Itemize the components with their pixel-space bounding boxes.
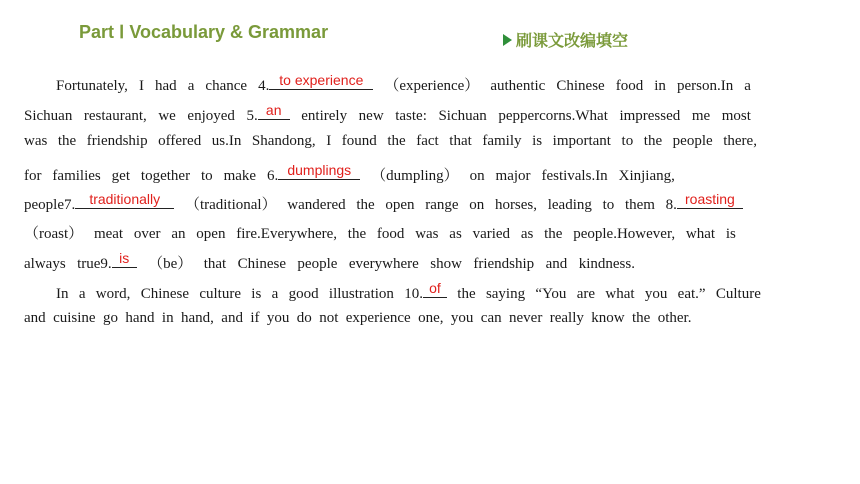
- passage-word: friendship: [86, 133, 148, 149]
- passage-word: cuisine: [53, 310, 96, 326]
- passage-word: what: [605, 286, 635, 302]
- passage-word: as: [449, 226, 462, 242]
- passage-word: that: [449, 133, 472, 149]
- passage-word: if: [250, 310, 260, 326]
- passage-word: the: [356, 197, 375, 213]
- passage-word: on: [469, 168, 485, 184]
- passage-word: a: [187, 78, 195, 94]
- passage-word: true9.: [77, 256, 112, 272]
- passage-word: was: [415, 226, 439, 242]
- passage-word: always: [24, 256, 66, 272]
- blank-group: [77, 251, 137, 273]
- passage-word: saying: [485, 286, 526, 302]
- passage-word: fire.Everywhere,: [236, 226, 338, 242]
- passage-word: us.In: [211, 133, 242, 149]
- passage-word: Xinjiang,: [618, 168, 675, 184]
- answer-blank-10: [423, 281, 447, 298]
- passage-word: 4.: [258, 78, 270, 94]
- passage-word: culture: [199, 286, 241, 302]
- passage-word: you: [266, 310, 290, 326]
- passage-word: everywhere: [348, 256, 419, 272]
- passage-word: 8.: [665, 197, 677, 213]
- answer-4: to experience: [279, 72, 364, 88]
- blank-group: [258, 73, 373, 95]
- passage-word: Chinese: [237, 256, 286, 272]
- passage-word: never: [509, 310, 543, 326]
- passage-word: Culture: [715, 286, 761, 302]
- passage-word: what: [685, 226, 716, 242]
- passage-word: people: [672, 133, 713, 149]
- passage-word: to: [602, 197, 615, 213]
- passage-word: other.: [657, 310, 692, 326]
- passage-word: （dumpling）: [371, 168, 459, 184]
- passage-word: leading: [547, 197, 592, 213]
- passage-word: people.However,: [573, 226, 676, 242]
- passage-word: an: [171, 226, 186, 242]
- passage-word: as: [520, 226, 534, 242]
- passage-word: go: [102, 310, 118, 326]
- passage-word: show: [430, 256, 462, 272]
- passage-word: entirely: [301, 108, 348, 124]
- blank-group: [24, 192, 174, 214]
- section-tag: [503, 28, 628, 51]
- passage-word: to: [201, 168, 213, 184]
- passage-word: and: [545, 256, 568, 272]
- passage-line-8: [56, 281, 761, 303]
- passage-word: families: [52, 168, 101, 184]
- passage-word: is: [532, 133, 543, 149]
- play-triangle-icon: [503, 34, 512, 46]
- passage-word: Chinese: [140, 286, 190, 302]
- answer-5: an: [265, 102, 282, 118]
- answer-7: traditionally: [89, 191, 161, 207]
- passage-line-9: [24, 310, 761, 327]
- passage-word: and: [24, 310, 46, 326]
- passage-word: kindness.: [578, 256, 635, 272]
- passage-word: is: [725, 226, 736, 242]
- answer-blank-6: [278, 163, 360, 180]
- passage-word: a: [271, 286, 279, 302]
- passage-word: the: [632, 310, 651, 326]
- passage-word: Sichuan: [24, 108, 73, 124]
- passage-word: meat: [93, 226, 124, 242]
- answer-blank-5: [258, 103, 290, 120]
- page-title: Part Ⅰ Vocabulary & Grammar: [79, 22, 329, 42]
- passage-word: a: [744, 78, 751, 94]
- passage-word: （roast）: [24, 226, 84, 242]
- passage-word: enjoyed: [187, 108, 235, 124]
- passage-word: open: [196, 226, 226, 242]
- passage-word: know: [591, 310, 625, 326]
- passage-word: people7.: [24, 197, 76, 213]
- passage-word: person.In: [676, 78, 734, 94]
- passage-word: chance: [205, 78, 248, 94]
- passage-word: hand,: [180, 310, 214, 326]
- passage-word: really: [549, 310, 584, 326]
- passage-word: “You: [535, 286, 567, 302]
- passage-word: the: [387, 133, 406, 149]
- passage-word: 10.: [404, 286, 423, 302]
- passage-word: to: [621, 133, 634, 149]
- passage-word: get: [111, 168, 130, 184]
- passage-word: （be）: [148, 256, 193, 272]
- answer-blank-4: [269, 73, 373, 90]
- passage-word: Shandong,: [251, 133, 316, 149]
- passage-word: 5.: [246, 108, 258, 124]
- passage-word: varied: [472, 226, 511, 242]
- passage-word: is: [251, 286, 262, 302]
- passage-word: you: [450, 310, 474, 326]
- passage-word: in: [161, 310, 174, 326]
- blank-group: [666, 192, 743, 214]
- passage-line-7: [24, 251, 635, 273]
- passage-word: the: [544, 226, 563, 242]
- passage-word: had: [155, 78, 177, 94]
- passage-word: restaurant,: [83, 108, 147, 124]
- passage-line-4: [24, 163, 675, 185]
- passage-line-2: [24, 103, 751, 125]
- passage-word: one,: [418, 310, 444, 326]
- passage-word: was: [24, 133, 48, 149]
- passage-word: eat.”: [677, 286, 706, 302]
- passage-word: that: [203, 256, 227, 272]
- answer-blank-8: [677, 192, 743, 209]
- passage-line-3: [24, 133, 757, 150]
- passage-word: together: [140, 168, 191, 184]
- passage-word: range: [425, 197, 459, 213]
- passage-word: them: [624, 197, 655, 213]
- passage-word: （experience）: [384, 78, 480, 94]
- passage-word: the: [57, 133, 77, 149]
- passage-word: a: [78, 286, 86, 302]
- answer-9: is: [119, 250, 130, 266]
- passage-word: the: [643, 133, 663, 149]
- answer-8: roasting: [685, 191, 735, 207]
- passage-word: horses,: [494, 197, 538, 213]
- passage-word: you: [644, 286, 668, 302]
- passage-word: major: [495, 168, 531, 184]
- passage-word: festivals.In: [541, 168, 608, 184]
- section-tag-label: 刷课文改编填空: [516, 31, 629, 50]
- blank-group: [404, 281, 447, 303]
- passage-word: and: [221, 310, 243, 326]
- passage-word: offered: [158, 133, 202, 149]
- passage-word: food: [615, 78, 644, 94]
- passage-word: not: [319, 310, 339, 326]
- passage-line-5: [24, 192, 743, 214]
- passage-word: people: [297, 256, 338, 272]
- passage-word: I: [138, 78, 144, 94]
- passage-word: authentic: [490, 78, 546, 94]
- passage-word: （traditional）: [184, 197, 277, 213]
- passage-word: taste:: [395, 108, 427, 124]
- passage-word: 6.: [267, 168, 279, 184]
- passage-word: fact: [416, 133, 439, 149]
- passage-word: family: [482, 133, 522, 149]
- passage-word: Sichuan: [438, 108, 487, 124]
- passage-word: new: [358, 108, 384, 124]
- passage-word: the: [347, 226, 367, 242]
- answer-blank-9: [112, 251, 137, 268]
- blank-group: [267, 163, 360, 185]
- passage-word: for: [24, 168, 42, 184]
- passage-word: Chinese: [556, 78, 605, 94]
- passage-word: me: [691, 108, 711, 124]
- passage-word: we: [158, 108, 176, 124]
- answer-blank-7: [75, 192, 174, 209]
- passage-word: most: [721, 108, 751, 124]
- passage-word: can: [480, 310, 502, 326]
- passage-word: I: [326, 133, 332, 149]
- passage-word: found: [341, 133, 377, 149]
- passage-word: good: [288, 286, 319, 302]
- passage-word: the: [457, 286, 476, 302]
- passage-word: in: [654, 78, 666, 94]
- passage-word: there,: [723, 133, 757, 149]
- passage-word: experience: [345, 310, 411, 326]
- passage-line-1: [56, 73, 751, 95]
- passage-word: friendship: [473, 256, 535, 272]
- passage-word: over: [133, 226, 161, 242]
- passage-word: peppercorns.What: [498, 108, 608, 124]
- answer-6: dumplings: [287, 162, 352, 178]
- passage-word: open: [385, 197, 415, 213]
- passage-word: impressed: [619, 108, 681, 124]
- passage-word: word,: [95, 286, 131, 302]
- passage-word: are: [576, 286, 596, 302]
- blank-group: [246, 103, 289, 125]
- passage-word: Fortunately,: [56, 78, 128, 94]
- passage-word: In: [56, 286, 69, 302]
- passage-word: important: [552, 133, 611, 149]
- passage-line-6: [24, 222, 736, 243]
- passage-word: wandered: [287, 197, 346, 213]
- passage-word: do: [296, 310, 312, 326]
- passage-word: food: [376, 226, 405, 242]
- passage-word: illustration: [328, 286, 394, 302]
- passage-word: hand: [125, 310, 155, 326]
- passage-word: on: [469, 197, 485, 213]
- passage-word: make: [223, 168, 257, 184]
- answer-10: of: [429, 280, 441, 296]
